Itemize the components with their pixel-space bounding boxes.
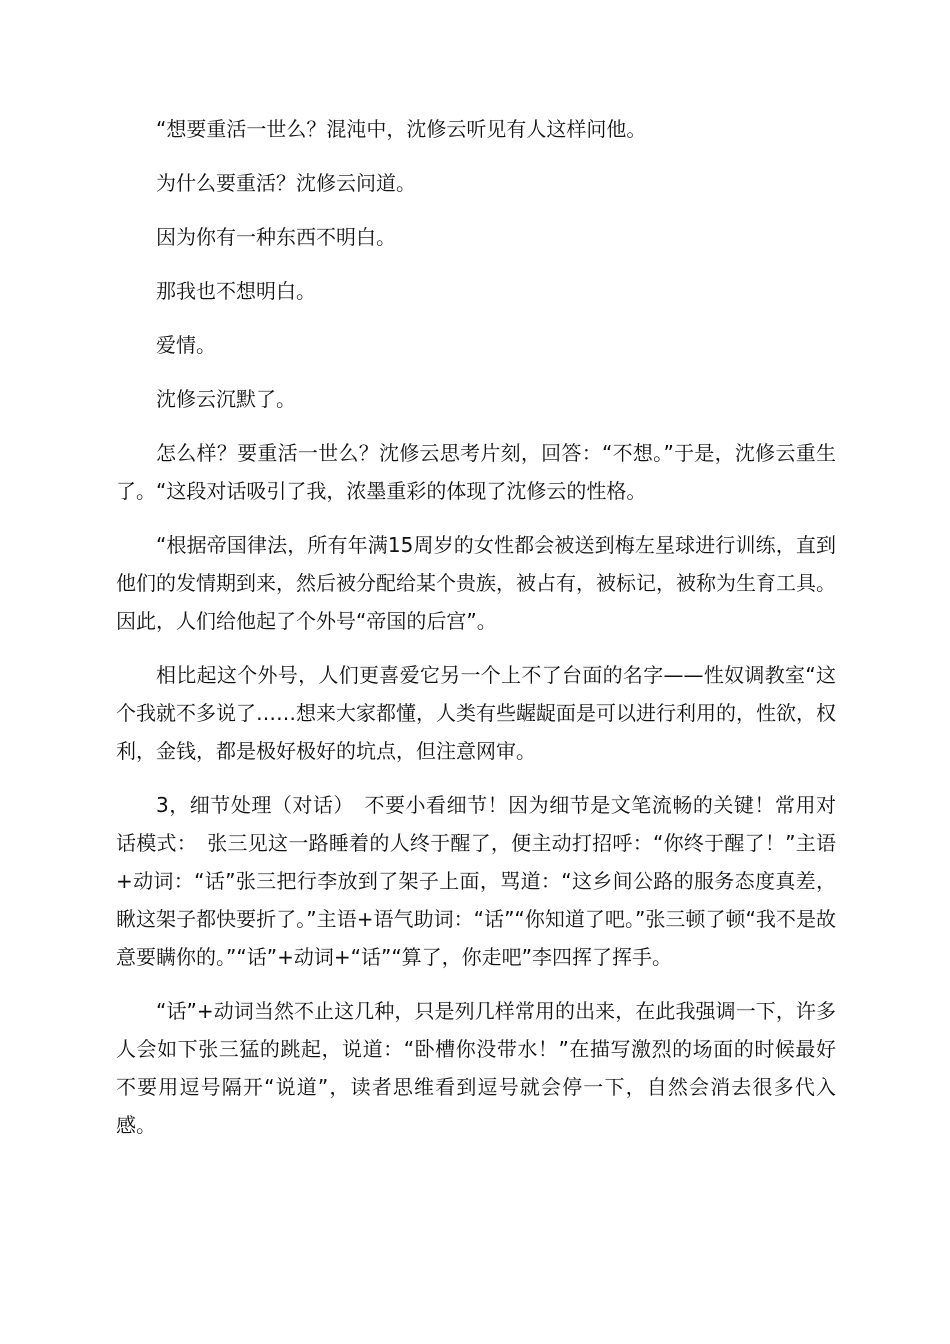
paragraph: 爱情。: [156, 333, 216, 357]
paragraph: 沈修云沉默了。: [156, 387, 296, 411]
paragraph: “话”+动词当然不止这几种，只是列几样常用的出来，在此我强调一下，许多人会如下张三猛的跳起，说道：“卧槽你没带水！”在描写激烈的场面的时候最好不要用逗号隔开“说道”，读者思维看到逗号就会停一下，自然会消去很多代入感。: [116, 999, 836, 1137]
paragraph: 那我也不想明白。: [156, 279, 316, 303]
paragraph: 3，细节处理（对话） 不要小看细节！因为细节是文笔流畅的关键！常用对话模式： 张三见这一路睡着的人终于醒了，便主动打招呼：“你终于醒了！”主语+动词：“话”张三把行李放到了架子上面，骂道：“这乡间公路的服务态度真差，瞅这架子都快要折了。”主语+语气助词：“话”“你知道了吧。”张三顿了顿“我不是故意要瞒你的。”“话”+动词+“话”“算了，你走吧”李四挥了挥手。: [116, 793, 836, 969]
document-body: [116, 110, 836, 1160]
paragraph: 为什么要重活？沈修云问道。: [156, 171, 416, 195]
paragraph: 因为你有一种东西不明白。: [156, 225, 396, 249]
paragraph: 怎么样？要重活一世么？沈修云思考片刻，回答：“不想。”于是，沈修云重生了。“这段对话吸引了我，浓墨重彩的体现了沈修云的性格。: [116, 441, 836, 503]
paragraph: 相比起这个外号，人们更喜爱它另一个上不了台面的名字——性奴调教室“这个我就不多说了……想来大家都懂，人类有些龌龊面是可以进行利用的，性欲，权利，金钱，都是极好极好的坑点，但注意网审。: [116, 663, 836, 763]
paragraph: “根据帝国律法，所有年满15周岁的女性都会被送到梅左星球进行训练，直到他们的发情期到来，然后被分配给某个贵族，被占有，被标记，被称为生育工具。因此，人们给他起了个外号“帝国的后宫”。: [116, 533, 836, 633]
paragraph: “想要重活一世么？混沌中，沈修云听见有人这样问他。: [156, 117, 647, 141]
